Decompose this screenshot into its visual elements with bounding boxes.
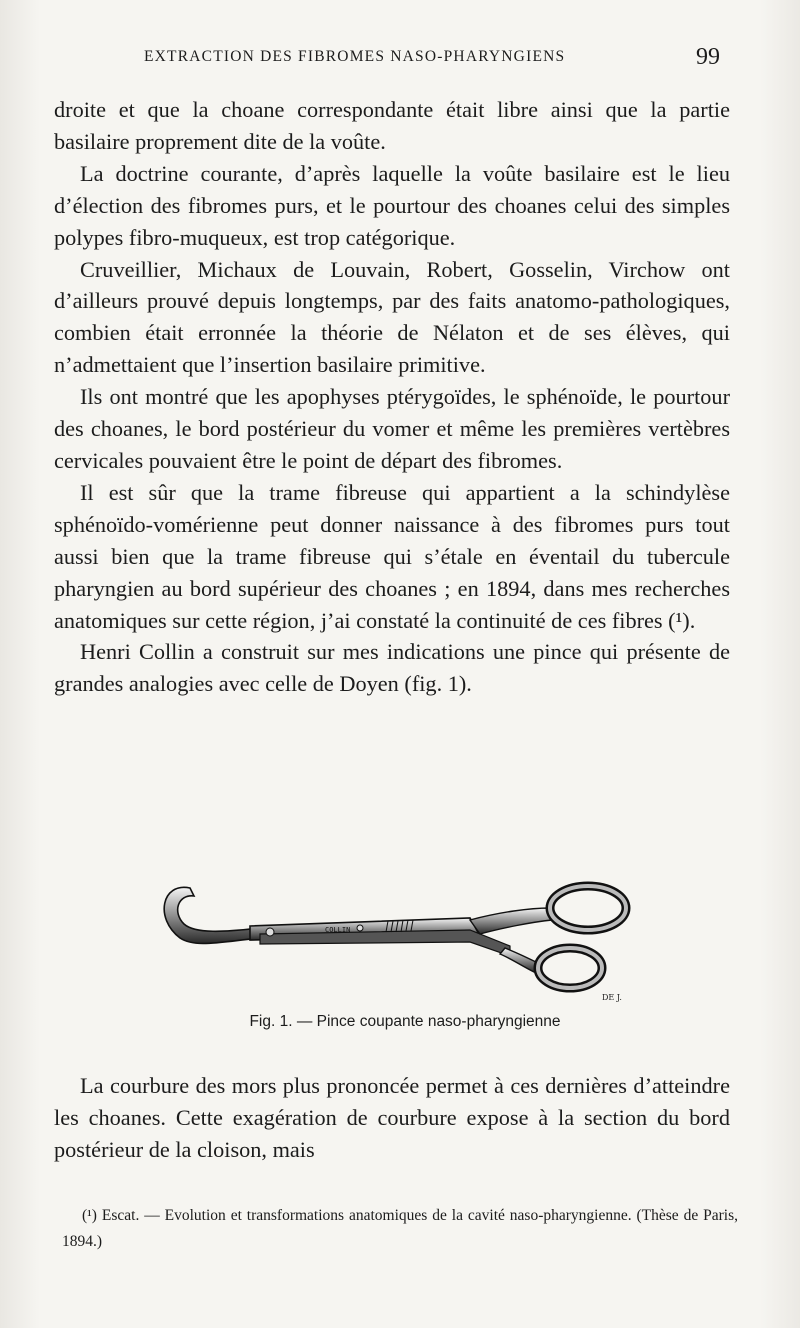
- figure-caption: Fig. 1. — Pince coupante naso-pharyngienne: [249, 1013, 561, 1030]
- jaw-hook: [164, 887, 260, 943]
- paragraph: Cruveillier, Michaux de Louvain, Robert, Gosselin, Virchow ont d’ailleurs prouvé depuis longtemps, par des faits anatomo-pathologiques, combien était erronnée la théorie de Nélaton et de ses élèves, qui n’admettaient que l’insertion basilaire primitive.: [54, 256, 730, 378]
- pivot-screw: [266, 928, 274, 936]
- engraver-mark: DE J.: [602, 993, 622, 1002]
- lower-finger-ring-highlight: [538, 948, 602, 988]
- upper-finger-ring-highlight: [550, 886, 626, 930]
- forceps-illustration: [150, 868, 650, 1008]
- instrument-engraving: COLLIN: [325, 926, 351, 934]
- paragraph: Ils ont montré que les apophyses ptérygoïdes, le sphénoïde, le pourtour des choanes, le bord postérieur du vomer et même les premières vertèbres cervicales pouvaient être le point de départ des fibromes.: [54, 384, 730, 473]
- pivot-screw: [357, 925, 363, 931]
- paragraph: droite et que la choane correspondante était libre ainsi que la partie basilaire proprement dite de la voûte.: [54, 97, 730, 154]
- paragraph: Il est sûr que la trame fibreuse qui appartient a la schindylèse sphénoïdo-vomérienne peut donner naissance à des fibromes purs tout aussi bien que la trame fibreuse qui s’étale en éventail du tubercule pharyngien au bord supérieur des choanes ; en 1894, dans mes recherches anatomiques sur cette région, j’ai constaté la continuité de ces fibres (¹).: [54, 479, 730, 633]
- body-text: [54, 94, 730, 700]
- paragraph: La courbure des mors plus prononcée permet à ces dernières d’atteindre les choanes. Cette exagération de courbure expose à la section du bord postérieur de la cloison, mais: [54, 1073, 730, 1162]
- paragraph: La doctrine courante, d’après laquelle la voûte basilaire est le lieu d’élection des fibromes purs, et le pourtour des choanes celui des simples polypes fibro-muqueux, est trop catégorique.: [54, 160, 730, 250]
- page-number: 99: [696, 44, 720, 70]
- running-head: [140, 44, 720, 72]
- running-title: EXTRACTION DES FIBROMES NASO-PHARYNGIENS: [144, 48, 566, 65]
- footnote: [62, 1203, 738, 1255]
- footnote-text: (¹) Escat. — Evolution et transformations anatomiques de la cavité naso-pharyngienne. (Thèse de Paris, 1894.): [62, 1207, 738, 1250]
- body-text-continued: [54, 1070, 730, 1166]
- upper-handle-arm: [470, 908, 552, 934]
- paragraph: Henri Collin a construit sur mes indications une pince qui présente de grandes analogies avec celle de Doyen (fig. 1).: [54, 639, 730, 697]
- forceps-lower-blade: [260, 930, 510, 956]
- figure-forceps: [150, 868, 650, 1008]
